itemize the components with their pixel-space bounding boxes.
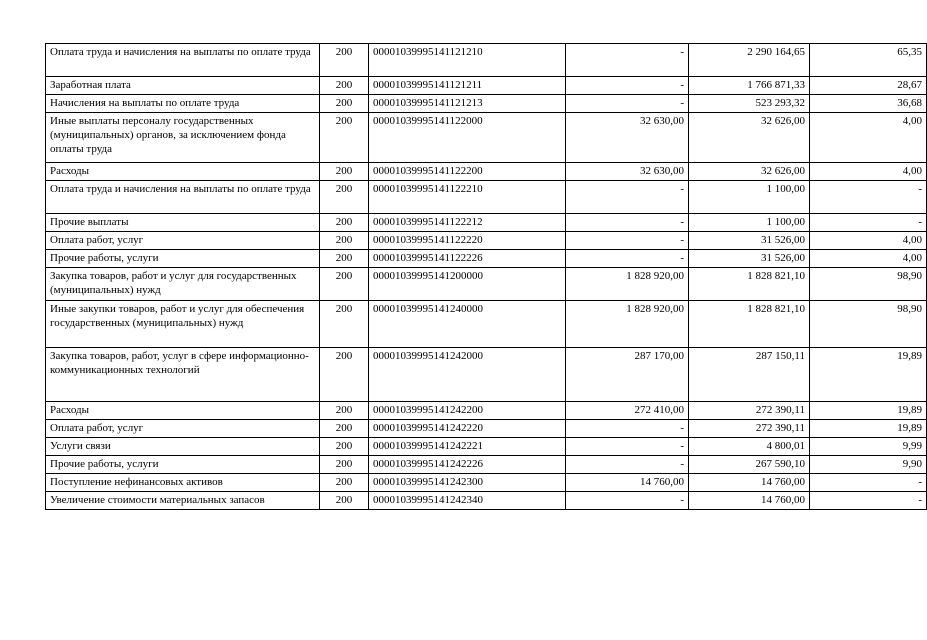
table-row — [46, 163, 927, 181]
cell-approved-amount: - — [566, 456, 689, 474]
cell-classification-code: 00001039995141122226 — [369, 250, 566, 268]
cell-line-item-name: Начисления на выплаты по оплате труда — [46, 95, 320, 113]
cell-unexecuted-amount: 98,90 — [810, 268, 927, 301]
cell-line-item-name: Закупка товаров, работ, услуг в сфере информационно-коммуникационных технологий — [46, 348, 320, 402]
cell-line-code: 200 — [320, 214, 369, 232]
cell-line-code: 200 — [320, 348, 369, 402]
cell-classification-code: 00001039995141242000 — [369, 348, 566, 402]
cell-unexecuted-amount: 65,35 — [810, 44, 927, 77]
cell-classification-code: 00001039995141122000 — [369, 113, 566, 163]
cell-approved-amount: 32 630,00 — [566, 163, 689, 181]
cell-line-item-name: Расходы — [46, 163, 320, 181]
cell-line-code: 200 — [320, 250, 369, 268]
cell-approved-amount: - — [566, 181, 689, 214]
cell-unexecuted-amount: 4,00 — [810, 163, 927, 181]
cell-unexecuted-amount: 4,00 — [810, 250, 927, 268]
cell-line-item-name: Прочие работы, услуги — [46, 250, 320, 268]
cell-classification-code: 00001039995141242200 — [369, 402, 566, 420]
cell-executed-amount: 2 290 164,65 — [689, 44, 810, 77]
cell-line-item-name: Поступление нефинансовых активов — [46, 474, 320, 492]
cell-approved-amount: 1 828 920,00 — [566, 301, 689, 348]
cell-approved-amount: - — [566, 77, 689, 95]
cell-executed-amount: 31 526,00 — [689, 232, 810, 250]
cell-line-item-name: Иные закупки товаров, работ и услуг для обеспечения государственных (муниципальных) нужд — [46, 301, 320, 348]
cell-classification-code: 00001039995141240000 — [369, 301, 566, 348]
table-row — [46, 348, 927, 402]
cell-unexecuted-amount: - — [810, 492, 927, 510]
cell-line-code: 200 — [320, 402, 369, 420]
cell-unexecuted-amount: 98,90 — [810, 301, 927, 348]
table-row — [46, 268, 927, 301]
cell-executed-amount: 272 390,11 — [689, 420, 810, 438]
cell-line-code: 200 — [320, 474, 369, 492]
cell-unexecuted-amount: 4,00 — [810, 113, 927, 163]
table-row — [46, 402, 927, 420]
cell-classification-code: 00001039995141242221 — [369, 438, 566, 456]
cell-executed-amount: 272 390,11 — [689, 402, 810, 420]
cell-executed-amount: 1 828 821,10 — [689, 268, 810, 301]
cell-unexecuted-amount: - — [810, 214, 927, 232]
cell-classification-code: 00001039995141242340 — [369, 492, 566, 510]
cell-classification-code: 00001039995141122200 — [369, 163, 566, 181]
budget-execution-table — [45, 43, 927, 510]
cell-classification-code: 00001039995141122212 — [369, 214, 566, 232]
cell-approved-amount: - — [566, 420, 689, 438]
cell-classification-code: 00001039995141121213 — [369, 95, 566, 113]
cell-unexecuted-amount: 9,90 — [810, 456, 927, 474]
cell-line-item-name: Оплата работ, услуг — [46, 420, 320, 438]
table-row — [46, 250, 927, 268]
table-row — [46, 113, 927, 163]
cell-line-item-name: Расходы — [46, 402, 320, 420]
cell-line-item-name: Увеличение стоимости материальных запасов — [46, 492, 320, 510]
cell-classification-code: 00001039995141200000 — [369, 268, 566, 301]
table-row — [46, 232, 927, 250]
cell-line-code: 200 — [320, 44, 369, 77]
cell-executed-amount: 31 526,00 — [689, 250, 810, 268]
table-row — [46, 77, 927, 95]
cell-line-item-name: Оплата труда и начисления на выплаты по оплате труда — [46, 44, 320, 77]
cell-unexecuted-amount: 19,89 — [810, 402, 927, 420]
cell-line-code: 200 — [320, 492, 369, 510]
cell-unexecuted-amount: 36,68 — [810, 95, 927, 113]
cell-unexecuted-amount: 19,89 — [810, 348, 927, 402]
cell-unexecuted-amount: 19,89 — [810, 420, 927, 438]
cell-approved-amount: 272 410,00 — [566, 402, 689, 420]
cell-unexecuted-amount: - — [810, 181, 927, 214]
table-row — [46, 474, 927, 492]
cell-line-item-name: Оплата труда и начисления на выплаты по оплате труда — [46, 181, 320, 214]
cell-approved-amount: 1 828 920,00 — [566, 268, 689, 301]
cell-line-code: 200 — [320, 163, 369, 181]
cell-executed-amount: 14 760,00 — [689, 474, 810, 492]
cell-approved-amount: - — [566, 250, 689, 268]
table-row — [46, 95, 927, 113]
cell-line-code: 200 — [320, 420, 369, 438]
table-row — [46, 214, 927, 232]
cell-approved-amount: - — [566, 44, 689, 77]
cell-line-code: 200 — [320, 232, 369, 250]
cell-line-code: 200 — [320, 268, 369, 301]
cell-executed-amount: 32 626,00 — [689, 113, 810, 163]
cell-line-code: 200 — [320, 301, 369, 348]
table-row — [46, 44, 927, 77]
cell-line-code: 200 — [320, 181, 369, 214]
cell-executed-amount: 4 800,01 — [689, 438, 810, 456]
table-row — [46, 181, 927, 214]
cell-classification-code: 00001039995141242226 — [369, 456, 566, 474]
table-body — [46, 44, 927, 510]
table-row — [46, 420, 927, 438]
cell-approved-amount: - — [566, 492, 689, 510]
cell-line-code: 200 — [320, 456, 369, 474]
cell-approved-amount: 287 170,00 — [566, 348, 689, 402]
cell-executed-amount: 287 150,11 — [689, 348, 810, 402]
cell-executed-amount: 1 828 821,10 — [689, 301, 810, 348]
table-row — [46, 438, 927, 456]
cell-line-code: 200 — [320, 438, 369, 456]
cell-unexecuted-amount: - — [810, 474, 927, 492]
cell-approved-amount: - — [566, 232, 689, 250]
cell-classification-code: 00001039995141122210 — [369, 181, 566, 214]
cell-approved-amount: - — [566, 438, 689, 456]
table-row — [46, 301, 927, 348]
cell-line-item-name: Иные выплаты персоналу государственных (муниципальных) органов, за исключением фонда оплаты труда — [46, 113, 320, 163]
cell-line-item-name: Заработная плата — [46, 77, 320, 95]
cell-unexecuted-amount: 4,00 — [810, 232, 927, 250]
cell-executed-amount: 1 100,00 — [689, 181, 810, 214]
cell-executed-amount: 523 293,32 — [689, 95, 810, 113]
cell-line-item-name: Услуги связи — [46, 438, 320, 456]
cell-classification-code: 00001039995141121211 — [369, 77, 566, 95]
cell-approved-amount: 32 630,00 — [566, 113, 689, 163]
table-row — [46, 456, 927, 474]
cell-executed-amount: 14 760,00 — [689, 492, 810, 510]
table-row — [46, 492, 927, 510]
cell-unexecuted-amount: 9,99 — [810, 438, 927, 456]
cell-executed-amount: 267 590,10 — [689, 456, 810, 474]
cell-line-item-name: Прочие работы, услуги — [46, 456, 320, 474]
cell-executed-amount: 32 626,00 — [689, 163, 810, 181]
cell-unexecuted-amount: 28,67 — [810, 77, 927, 95]
cell-approved-amount: - — [566, 95, 689, 113]
cell-classification-code: 00001039995141122220 — [369, 232, 566, 250]
cell-executed-amount: 1 766 871,33 — [689, 77, 810, 95]
cell-classification-code: 00001039995141242220 — [369, 420, 566, 438]
cell-line-code: 200 — [320, 113, 369, 163]
cell-classification-code: 00001039995141121210 — [369, 44, 566, 77]
cell-approved-amount: - — [566, 214, 689, 232]
cell-line-code: 200 — [320, 95, 369, 113]
cell-line-item-name: Оплата работ, услуг — [46, 232, 320, 250]
cell-classification-code: 00001039995141242300 — [369, 474, 566, 492]
cell-line-item-name: Прочие выплаты — [46, 214, 320, 232]
cell-executed-amount: 1 100,00 — [689, 214, 810, 232]
cell-line-code: 200 — [320, 77, 369, 95]
cell-line-item-name: Закупка товаров, работ и услуг для государственных (муниципальных) нужд — [46, 268, 320, 301]
cell-approved-amount: 14 760,00 — [566, 474, 689, 492]
